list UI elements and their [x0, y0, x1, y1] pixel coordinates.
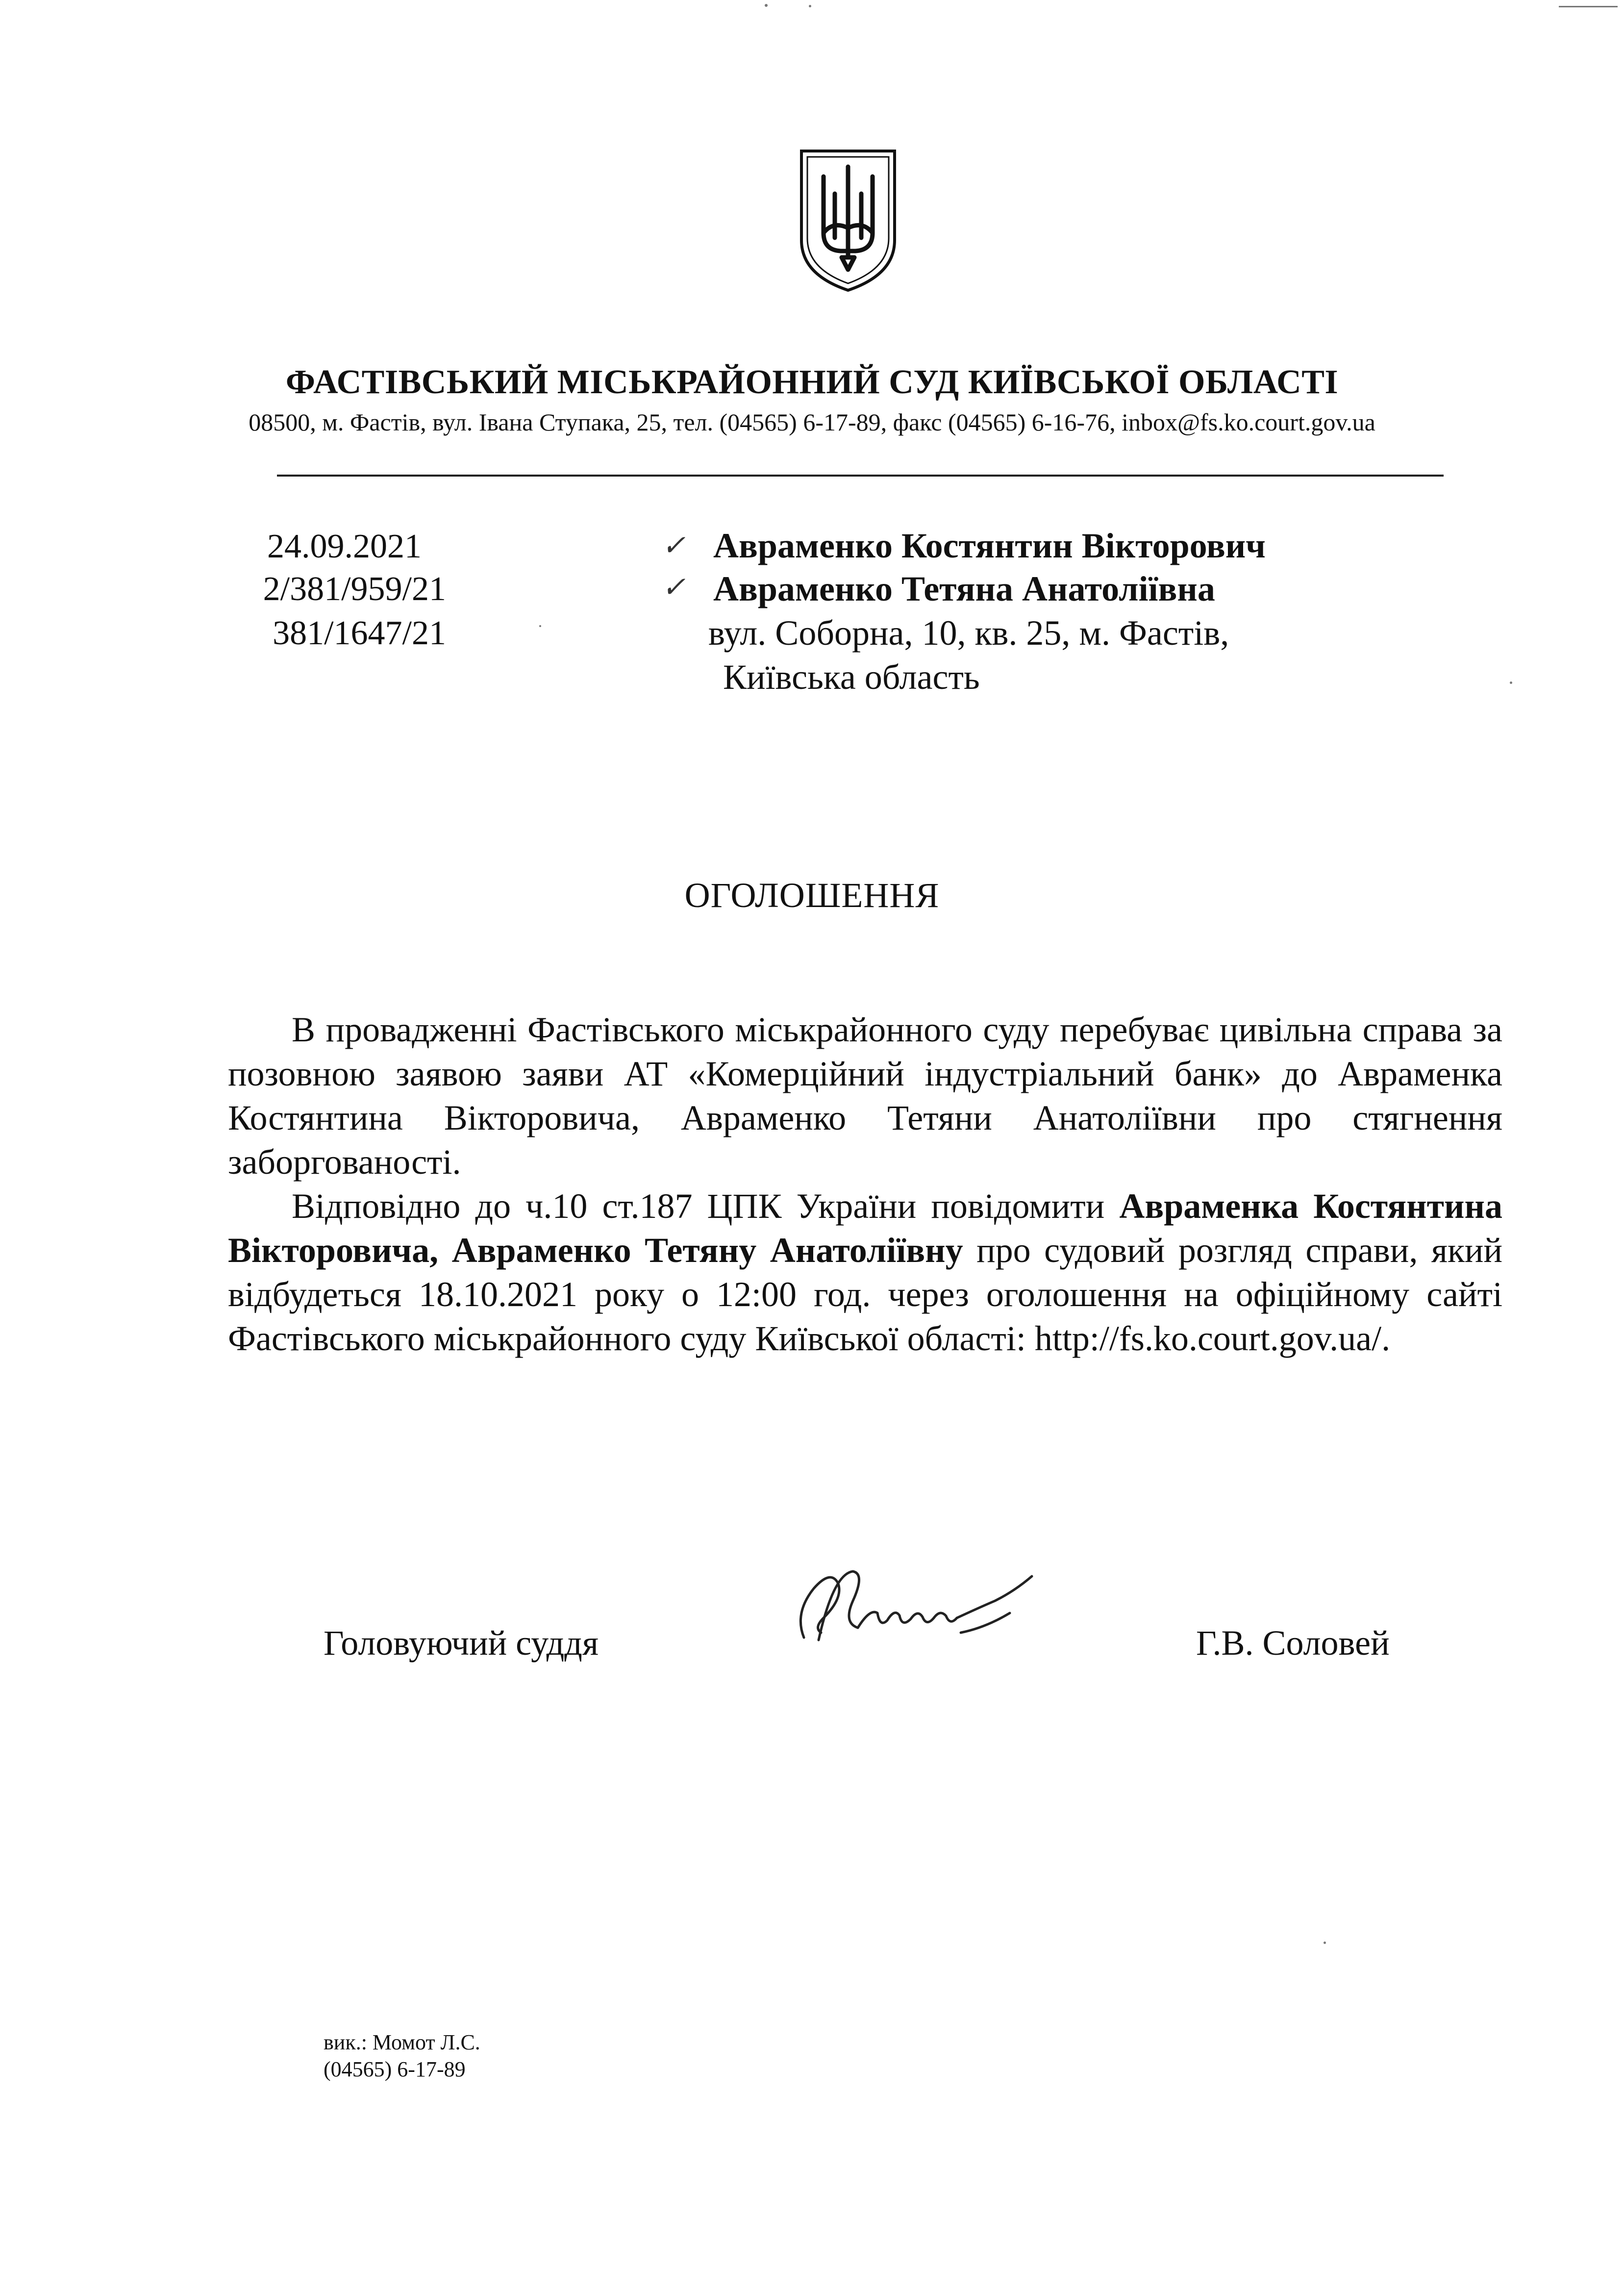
recipient-name: Авраменко Костянтин Вікторович: [713, 526, 1266, 565]
signatory-role: Головуючий суддя: [324, 1623, 599, 1663]
announcement-body: [228, 1008, 1502, 1361]
executor-name: вик.: Момот Л.С.: [324, 2030, 480, 2054]
handwritten-signature: [784, 1554, 1039, 1657]
trident-coat-of-arms-icon: [797, 147, 899, 294]
body-paragraph: [228, 1184, 1502, 1361]
signatory-name: Г.В. Соловей: [1196, 1623, 1390, 1663]
body-text-segment: про судовий розгляд справи, який відбудеться 18.10.2021 року о 12:00 год. через оголошення на офіційному сайті Фастівського міськрайонного суду Київської області: http://fs.ko.court.gov.ua/.: [228, 1231, 1502, 1358]
document-date: 24.09.2021: [267, 528, 422, 565]
court-address: 08500, м. Фастів, вул. Івана Ступака, 25, тел. (04565) 6-17-89, факс (04565) 6-16-76, inbox@fs.ko.court.gov.ua: [249, 408, 1375, 436]
recipient-name: Авраменко Тетяна Анатоліївна: [713, 569, 1215, 608]
checkmark-icon: ✓: [662, 571, 686, 603]
document-title: ОГОЛОШЕННЯ: [684, 876, 940, 915]
scan-edge-mark: [1559, 6, 1618, 7]
body-paragraph: В провадженні Фастівського міськрайонного суду перебуває цивільна справа за позовною заявою заяви АТ «Комерційний індустріальний банк» до Авраменка Костянтина Вікторовича, Авраменко Тетяни Анатоліївни про стягнення заборгованості.: [228, 1010, 1502, 1182]
defendants-bold: Авраменка Костянтина Вікторовича, Авраменко Тетяну Анатоліївну: [228, 1186, 1502, 1270]
recipient-region-line: Київська область: [723, 657, 980, 697]
body-text-segment: Відповідно до ч.10 ст.187 ЦПК України повідомити: [292, 1186, 1120, 1226]
outgoing-number: 381/1647/21: [273, 614, 446, 652]
scan-speck: [539, 625, 541, 627]
recipient-address-line: вул. Соборна, 10, кв. 25, м. Фастів,: [708, 613, 1229, 653]
scan-speck: [809, 5, 811, 7]
court-name: ФАСТІВСЬКИЙ МІСЬКРАЙОННИЙ СУД КИЇВСЬКОЇ ОБЛАСТІ: [285, 363, 1339, 401]
header-divider: [277, 475, 1444, 477]
checkmark-icon: ✓: [662, 530, 686, 561]
scan-speck: [1510, 681, 1512, 684]
scan-speck: [1324, 1942, 1326, 1944]
case-number: 2/381/959/21: [263, 570, 446, 608]
scan-speck: [765, 4, 768, 7]
executor-phone: (04565) 6-17-89: [324, 2057, 466, 2081]
